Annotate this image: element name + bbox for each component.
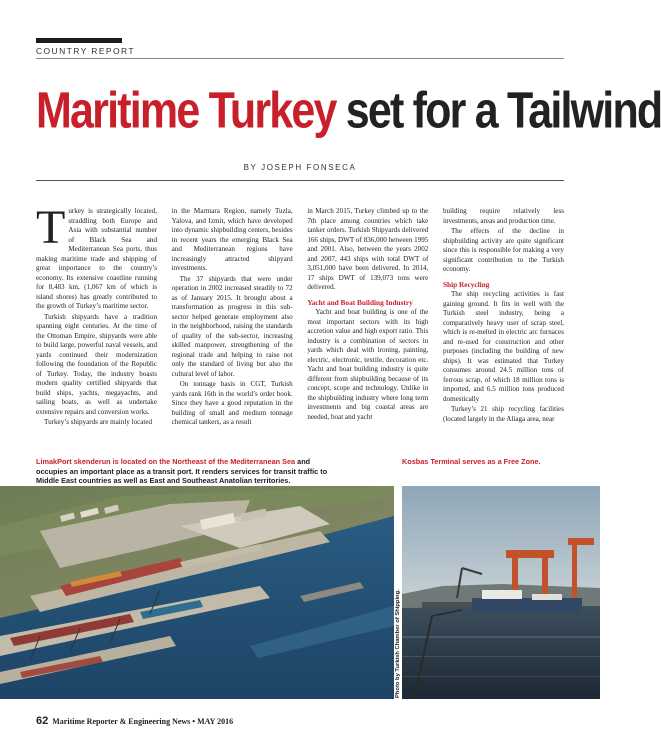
- photo-caption-left: LimakPort skenderun is located on the Northeast of the Mediterranean Sea and occupies an important place as a transit port. It renders services for transit traffic to Middle East countries as well as East and Southeast Anatolian territories.: [36, 457, 328, 486]
- article-column-3: [307, 207, 428, 451]
- article-column-1: [36, 201, 157, 451]
- section-rule: [36, 58, 564, 59]
- byline: BY JOSEPH FONSECA: [243, 163, 357, 172]
- paragraph: On tonnage basis in CGT, Turkish yards rank 16th in the world’s order book. Since they have a good reputation in the building of small and medium tonnage chemical tankers, as a result: [171, 380, 293, 426]
- section-label: COUNTRY REPORT: [36, 46, 135, 56]
- page-number: 62: [36, 715, 49, 727]
- terminal-photo: [402, 486, 600, 699]
- paragraph: Turkey’s 21 ship recycling facilities (located largely in the Aliaga area, near: [442, 405, 564, 423]
- paragraph: Yacht and boat building is one of the most important sectors with its high accretion value and high export ratio. This industry is a combination of sectors in yards which deal with ironing, painting, electric, electronic, textile, decoration etc. Yacht and boat building industry is quite different from shipbuilding because of its concept, scope and technology. Unlike in the shipbuilding industry where long term investments and big coastal areas are needed, boat and yacht: [307, 308, 429, 421]
- article-body: [36, 201, 564, 451]
- drop-cap: T: [36, 201, 66, 254]
- paragraph: The 37 shipyards that were under operation in 2002 increased steadily to 72 as of January 2015. It brought about a transformation as progress in this sub-sector helped generate employment also in the neighborhood, raising the standards of quality of the sub-sector, increasing skilled manpower, strengthening of the regional trade and helping to raise not only the standard of living but also the cultural level of labor.: [171, 274, 293, 378]
- paragraph: in March 2015, Turkey climbed up to the 7th place among countries which take tanker orders. Turkish Shipyards delivered 166 ships, DWT of 836,000 between 1995 and 2001. Also, between the years 2002 and 2007, 443 ships with total DWT of 3,051,000 have been delivered. In 2014, 17 ships DWT of 139,073 tons were delivered.: [307, 207, 429, 291]
- paragraph: The ship recycling activities is fast gaining ground. It fits in well with the Turkish steel industry, being a comparatively heavy user of scrap steel, which is re-melted in electric arc furnaces and re-used for construction and other purposes (including the building of new ships). It was estimated that Turkey consumes around 24.5 million tons of ferrous scrap, of which 18 million tons is imported, and 6.5 million tons produced domestically: [442, 290, 564, 403]
- paragraph: Turkey’s shipyards are mainly located: [44, 418, 153, 426]
- article-column-2: [172, 207, 293, 451]
- paragraph: Turkish shipyards have a tradition spanning eight centuries. At the time of the Ottoman Empire, shipyards were able to build large, powerful naval vessels, and yards continued their modernization following the foundation of the Republic of Turkey. Today, the industry boasts modern quality certified shipyards that build ships, yachts, megayachts, and sailing boats, as well as undertake extensive repairs and conversion works.: [36, 312, 157, 416]
- caption-lead: LimakPort skenderun is located on the Northeast of the Mediterranean Sea: [36, 457, 296, 466]
- paragraph: Turkey is strategically located, straddling both Europe and Asia with substantial number of Black Sea and Mediterranean Sea ports, thus making maritime trade and shipping of great importance to the country’s economy. Its extensive coastline running for 8,483 km, (1,067 km of which is island shores) has greatly contributed to the growth of Turkey’s maritime sector.: [36, 201, 157, 310]
- section-bar: [36, 38, 122, 43]
- headline-accent: Maritime Turkey: [36, 82, 336, 140]
- headline-rest: set for a Tailwind: [335, 82, 661, 140]
- byline-rule: [36, 180, 564, 181]
- subheading-recycling: Ship Recycling: [442, 279, 490, 289]
- paragraph: in the Marmara Region, namely Tuzla, Yalova, and Izmit, which have developed into dynamic shipbuilding centers, besides in recent years the emerging Black Sea and Mediterranean regions have increasingly attracted shipyard investments.: [171, 207, 293, 272]
- page-footer: [36, 711, 233, 729]
- paragraph: building require relatively less investments, areas and production time.: [442, 207, 564, 225]
- headline: [36, 82, 661, 141]
- photo-credit: Photo by Turkish Chamber of Shipping.: [395, 589, 401, 698]
- port-aerial-photo: [0, 486, 394, 699]
- article-column-4: [443, 207, 564, 451]
- subheading-yacht: Yacht and Boat Building Industry: [307, 297, 413, 307]
- photo-caption-right: Kosbas Terminal serves as a Free Zone.: [402, 457, 541, 466]
- paragraph: The effects of the decline in shipbuilding activity are quite significant since this is responsible for making a very significant contribution to the Turkish economy.: [442, 227, 564, 273]
- publication-line: Maritime Reporter & Engineering News • MAY 2016: [52, 717, 234, 726]
